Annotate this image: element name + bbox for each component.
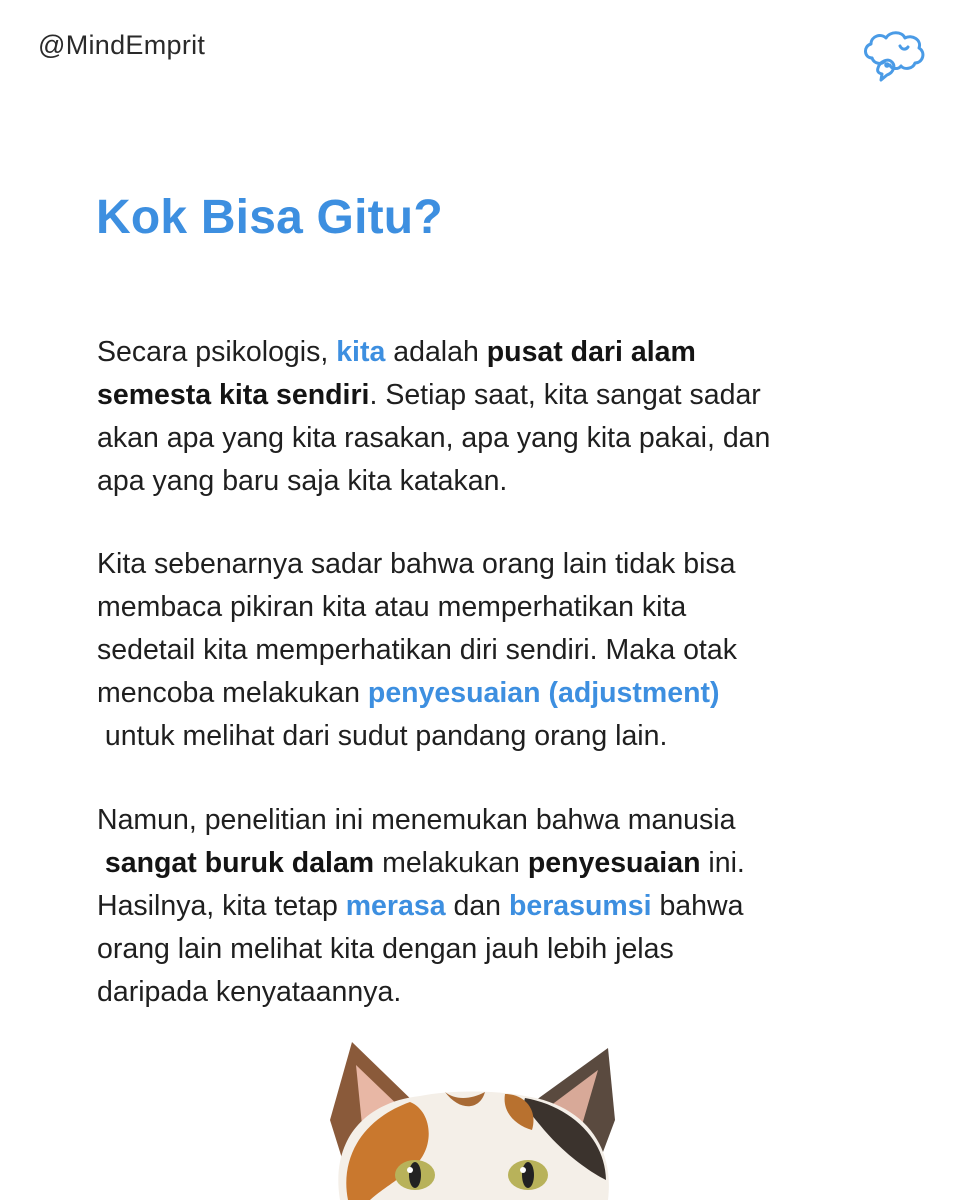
text-span: . Setiap saat, kita sangat sadar [369, 379, 761, 411]
paragraph-2-line-3: sedetail kita memperhatikan diri sendiri. Maka otak [97, 634, 737, 666]
text-span: Secara psikologis, [97, 336, 337, 368]
paragraph-2-line-5: untuk melihat dari sudut pandang orang lain. [97, 720, 668, 752]
highlight-kita: kita [336, 336, 386, 368]
bold-text: semesta kita sendiri [97, 379, 370, 411]
text-span: adalah [385, 336, 487, 368]
page-title: Kok Bisa Gitu? [96, 191, 443, 244]
account-handle: @MindEmprit [38, 30, 206, 60]
paragraph-3 [97, 799, 887, 1014]
text-span: melakukan [374, 847, 528, 879]
paragraph-1-line-4: apa yang baru saja kita katakan. [97, 465, 508, 497]
brain-bird-logo-icon [858, 28, 928, 84]
paragraph-2 [97, 543, 887, 758]
cat-illustration [270, 1030, 670, 1200]
bold-text: penyesuaian [527, 847, 701, 879]
paragraph-3-line-4: orang lain melihat kita dengan jauh lebih jelas [97, 933, 674, 965]
text-span: ini. [700, 847, 745, 879]
paragraph-1-line-1 [97, 331, 887, 374]
text-span: dan [445, 890, 509, 922]
paragraph-1 [97, 331, 887, 503]
text-span: bahwa [651, 890, 744, 922]
text-span: Hasilnya, kita tetap [97, 890, 346, 922]
bold-text: sangat buruk dalam [97, 847, 375, 879]
paragraph-3-line-2 [97, 842, 887, 885]
text-span: mencoba melakukan [97, 677, 368, 709]
bold-text: pusat dari alam [486, 336, 696, 368]
paragraph-2-line-4 [97, 672, 887, 715]
paragraph-1-line-3: akan apa yang kita rasakan, apa yang kita pakai, dan [97, 422, 771, 454]
highlight-adjustment: penyesuaian (adjustment) [367, 677, 720, 709]
highlight-berasumsi: berasumsi [508, 890, 652, 922]
paragraph-2-line-2: membaca pikiran kita atau memperhatikan kita [97, 591, 687, 623]
paragraph-3-line-1: Namun, penelitian ini menemukan bahwa manusia [97, 804, 736, 836]
paragraph-2-line-1: Kita sebenarnya sadar bahwa orang lain tidak bisa [97, 548, 736, 580]
paragraph-3-line-5: daripada kenyataannya. [97, 976, 402, 1008]
paragraph-3-line-3 [97, 885, 887, 928]
highlight-merasa: merasa [345, 890, 446, 922]
paragraph-1-line-2 [97, 374, 887, 417]
